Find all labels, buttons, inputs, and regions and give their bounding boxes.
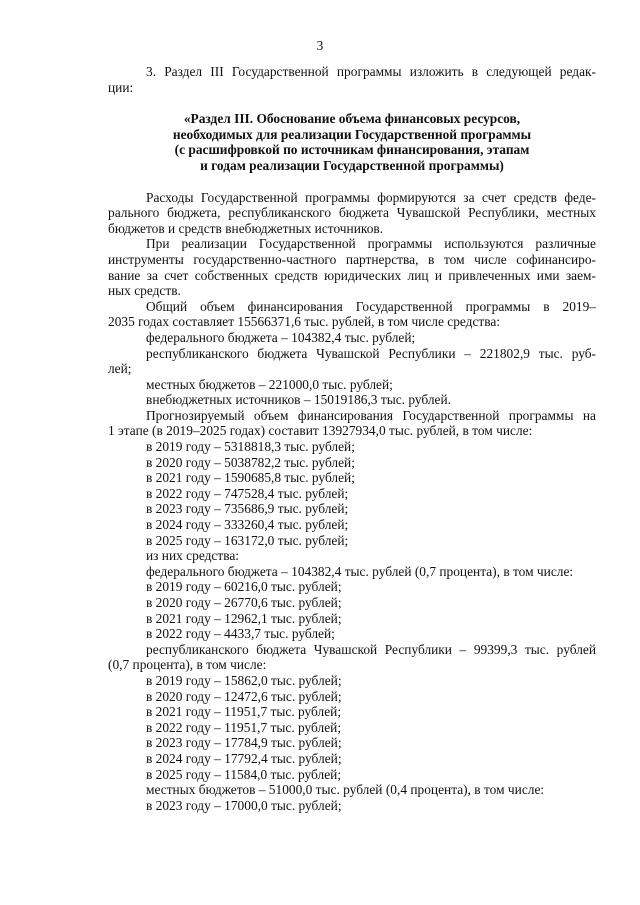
paragraph-stage-forecast bbox=[108, 408, 596, 439]
republican-stage-line bbox=[108, 642, 596, 673]
heading-line-1: «Раздел III. Обоснование объема финансовых ресурсов, bbox=[183, 111, 521, 127]
list-item: в 2019 году – 5318818,3 тыс. рублей; bbox=[146, 439, 355, 455]
document-body bbox=[108, 64, 596, 813]
paragraph-line: бюджетов и средств внебюджетных источников. bbox=[108, 220, 384, 236]
list-item: в 2020 году – 12472,6 тыс. рублей; bbox=[146, 688, 342, 704]
years-total-list bbox=[108, 439, 596, 548]
heading-line-3: (с расшифровкой по источникам финансирования, этапам bbox=[174, 142, 530, 158]
list-item: в 2023 году – 17784,9 тыс. рублей; bbox=[146, 735, 342, 751]
local-stage-line: местных бюджетов – 51000,0 тыс. рублей (0,4 процента), в том числе: bbox=[146, 782, 545, 798]
list-item: в 2019 году – 15862,0 тыс. рублей; bbox=[146, 672, 342, 688]
paragraph-line: Расходы Государственной программы формируются за счет средств феде- bbox=[146, 189, 596, 205]
paragraph-line: Общий объем финансирования Государственной программы в 2019– bbox=[146, 298, 596, 314]
local-years-list bbox=[108, 798, 596, 814]
list-item: лей; bbox=[108, 361, 132, 377]
paragraph-line: 2035 годах составляет 15566371,6 тыс. рублей, в том числе средства: bbox=[108, 314, 501, 330]
paragraph-line: При реализации Государственной программы используются различные bbox=[146, 236, 596, 252]
paragraph-line: инструменты государственно-частного партнерства, в том числе софинансиро- bbox=[108, 251, 596, 267]
republican-years-list bbox=[108, 673, 596, 782]
list-item: в 2022 году – 747528,4 тыс. рублей; bbox=[146, 485, 349, 501]
intro-line-1: 3. Раздел III Государственной программы изложить в следующей редак- bbox=[146, 64, 596, 79]
paragraph-line: Прогнозируемый объем финансирования Государственной программы на bbox=[146, 407, 596, 423]
list-item: в 2022 году – 11951,7 тыс. рублей; bbox=[146, 719, 342, 735]
list-item: в 2021 году – 11951,7 тыс. рублей; bbox=[146, 704, 342, 720]
list-item: в 2023 году – 17000,0 тыс. рублей; bbox=[146, 797, 342, 813]
list-item: федерального бюджета – 104382,4 тыс. рублей; bbox=[146, 329, 416, 345]
list-item: в 2025 году – 11584,0 тыс. рублей; bbox=[146, 766, 342, 782]
list-item: местных бюджетов – 221000,0 тыс. рублей; bbox=[146, 376, 393, 392]
list-item: в 2021 году – 1590685,8 тыс. рублей; bbox=[146, 470, 355, 486]
sources-total-list bbox=[108, 330, 596, 408]
list-item: в 2020 году – 26770,6 тыс. рублей; bbox=[146, 595, 342, 610]
list-item: в 2022 году – 4433,7 тыс. рублей; bbox=[146, 626, 335, 642]
paragraph-total-volume bbox=[108, 299, 596, 330]
of-them-label: из них средства: bbox=[146, 548, 240, 564]
list-item: республиканского бюджета Чувашской Республики – 221802,9 тыс. руб- bbox=[146, 345, 596, 361]
paragraph-line: ных средств. bbox=[108, 283, 181, 299]
intro-line-2: ции: bbox=[108, 79, 134, 95]
heading-line-2: необходимых для реализации Государственной программы bbox=[172, 126, 532, 142]
list-item: в 2020 году – 5038782,2 тыс. рублей; bbox=[146, 454, 355, 470]
list-item: в 2023 году – 735686,9 тыс. рублей; bbox=[146, 501, 349, 517]
list-item: в 2024 году – 333260,4 тыс. рублей; bbox=[146, 517, 349, 533]
list-item: в 2019 году – 60216,0 тыс. рублей; bbox=[146, 579, 342, 595]
paragraph-line: (0,7 процента), в том числе: bbox=[108, 657, 267, 673]
page-number: 3 bbox=[316, 38, 324, 53]
list-item: в 2021 году – 12962,1 тыс. рублей; bbox=[146, 610, 342, 626]
federal-stage-line: федерального бюджета – 104382,4 тыс. рублей (0,7 процента), в том числе: bbox=[146, 563, 574, 579]
list-item: внебюджетных источников – 15019186,3 тыс. рублей. bbox=[146, 392, 451, 408]
paragraph-line: республиканского бюджета Чувашской Республики – 99399,3 тыс. рублей bbox=[146, 641, 596, 657]
paragraph-line: вание за счет собственных средств юридических лиц и привлеченных ими заем- bbox=[108, 267, 596, 283]
paragraph-line: рального бюджета, республиканского бюджета Чувашской Республики, местных bbox=[108, 205, 596, 221]
paragraph-expenses bbox=[108, 190, 596, 237]
section-heading bbox=[108, 111, 596, 173]
heading-line-4: и годам реализации Государственной программы) bbox=[200, 157, 504, 173]
list-item: в 2024 году – 17792,4 тыс. рублей; bbox=[146, 750, 342, 766]
federal-years-list bbox=[108, 579, 596, 641]
paragraph-partnership bbox=[108, 236, 596, 298]
paragraph-line: 1 этапе (в 2019–2025 годах) составит 13927934,0 тыс. рублей, в том числе: bbox=[108, 423, 533, 439]
list-item: в 2025 году – 163172,0 тыс. рублей; bbox=[146, 532, 349, 548]
